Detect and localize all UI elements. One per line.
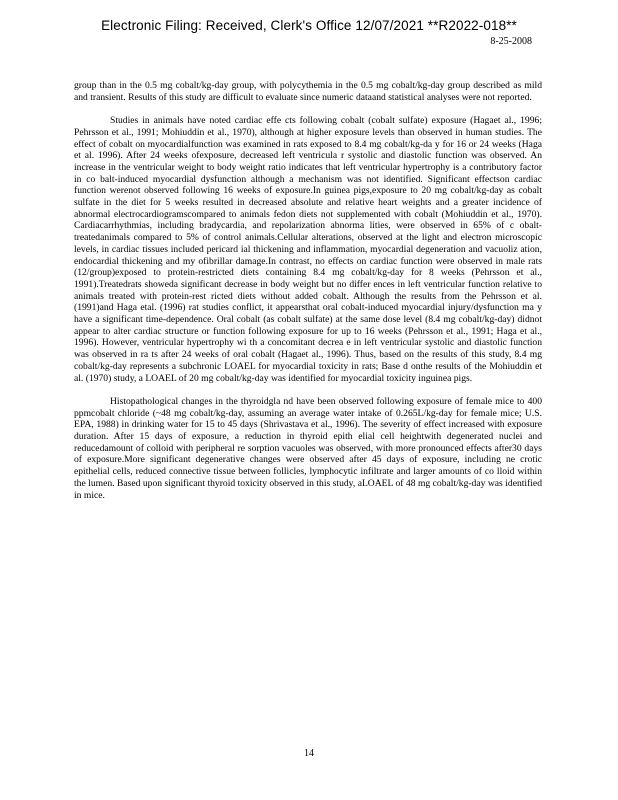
paragraph-continuation: group than in the 0.5 mg cobalt/kg-day group, with polycythemia in the 0.5 mg cobalt/kg-day group described as mild and transient. Results of this study are difficult to evaluate since numeric dataand statistical analyses were not reported. bbox=[74, 80, 542, 103]
filing-header: Electronic Filing: Received, Clerk's Office 12/07/2021 **R2022-018** bbox=[101, 18, 517, 33]
body-text bbox=[74, 80, 542, 513]
document-date: 8-25-2008 bbox=[490, 36, 532, 47]
page-number: 14 bbox=[304, 748, 314, 759]
paragraph-thyroid-effects: Histopathological changes in the thyroidgla nd have been observed following exposure of female mice to 400 ppmcobalt chloride (~48 mg cobalt/kg-day, assuming an average water intake of 0.265L/kg-day for female mice; U.S. EPA, 1988) in drinking water for 15 to 45 days (Shrivastava et al., 1996). The severity of effect increased with exposure duration. After 15 days of exposure, a reduction in thyroid epith elial cell heightwith degenerated nuclei and reducedamount of colloid with peripheral re sorption vacuoles was observed, with more pronounced effects after30 days of exposure.More significant degenerative changes were observed after 45 days of exposure, including ne crotic epithelial cells, reduced connective tissue between follicles, lymphocytic infiltrate and larger amounts of co lloid within the lumen. Based upon significant thyroid toxicity observed in this study, aLOAEL of 48 mg cobalt/kg-day was identified in mice. bbox=[74, 395, 542, 501]
paragraph-cardiac-effects: Studies in animals have noted cardiac effe cts following cobalt (cobalt sulfate) exposure (Hagaet al., 1996; Pehrsson et al., 1991; Mohiuddin et al., 1970), although at higher exposure levels than observed in human studies. The effect of cobalt on myocardialfunction was examined in rats exposed to 8.4 mg cobalt/kg-da y for 16 or 24 weeks (Haga et al. 1996). After 24 weeks ofexposure, decreased left ventricula r systolic and diastolic function was observed. An increase in the ventricular weight to body weight ratio indicates that left ventricular hypertrophy is a contributory factor in co balt-induced myocardial dysfunction although a mechanism was not identified. Significant effectson cardiac function werenot observed following 16 weeks of exposure.In guinea pigs,exposure to 20 mg cobalt/kg-day as cobalt sulfate in the diet for 5 weeks resulted in decreased absolute and relative heart weights and a greater incidence of abnormal electrocardiogramscompared to animals fedon diets not supplemented with cobalt (Mohiuddin et al., 1970). Cardiacarrhythmias, including bradycardia, and repolarization abnorma lities, were observed in 65% of c obalt-treatedanimals compared to 5% of control animals.Cellular alterations, observed at the light and electron microscopic levels, in cardiac tissues included pericard ial thickening and inflammation, myocardial degeneration and vacuoliz ation, endocardial thickening and my ofibrillar damage.In contrast, no effects on cardiac function were observed in male rats (12/group)exposed to protein-restricted diets containing 8.4 mg cobalt/kg-day for 8 weeks (Pehrsson et al., 1991).Treatedrats showeda significant decrease in body weight but no differ ences in left ventricular function relative to animals treated with protein-rest ricted diets without added cobalt. Although the results from the Pehrsson et al. (1991)and Haga etal. (1996) rat studies conflict, it appearsthat oral cobalt-induced myocardial injury/dysfunction ma y have a significant time-dependence. Oral cobalt (as cobalt sulfate) at the same dose level (8.4 mg cobalt/kg-day) didnot appear to alter cardiac structure or function following exposure for up to 16 weeks (Pehrsson et al., 1991; Haga et al., 1996). However, ventricular hypertrophy wi th a concomitant decrea e in left ventricular systolic and diastolic function was observed in ra ts after 24 weeks of oral cobalt (Hagaet al., 1996). Thus, based on the results of this study, 8.4 mg cobalt/kg-day represents a subchronic LOAEL for myocardial toxicity in rats; Base d onthe results of the Mohiuddin et al. (1970) study, a LOAEL of 20 mg cobalt/kg-day was identified for myocardial toxicity inguinea pigs. bbox=[74, 115, 542, 384]
